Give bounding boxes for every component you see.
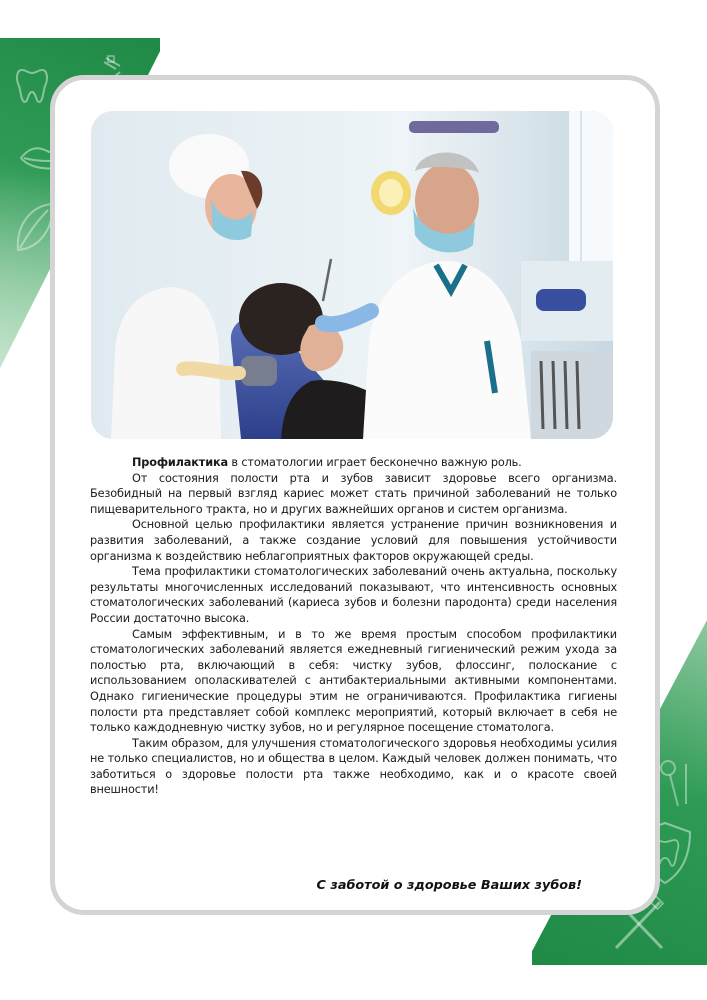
article-paragraph-4: Тема профилактики стоматологических заболеваний очень актуальна, поскольку результаты многочисленных исследований показывают, что интенсивность основных стоматологических заболеваний (кариеса зубов и болезни пародонта) среди населения России достаточно высока.: [90, 565, 617, 625]
article-paragraph-6: Таким образом, для улучшения стоматологического здоровья необходимы усилия не только специалистов, но и общества в целом. Каждый человек должен понимать, что заботиться о здоровье полости рта также необходимо, как и о красоте своей внешности!: [90, 736, 617, 797]
article-paragraph-5: Самым эффективным, и в то же время простым способом профилактики стоматологических заболеваний является ежедневный гигиенический режим ухода за полостью рта, включающий в себя: чистку зубов, флоссинг, полоскание с использованием ополаскивателей с антибактериальными активными компонентами. Однако гигиенические процедуры этим не ограничиваются. Профилактика гигиены полости рта представляет собой комплекс мероприятий, который включает в себя не только каждодневную чистку зубов, но и регулярное посещение стоматолога.: [90, 627, 617, 735]
tooth-icon: [14, 66, 50, 106]
intro-keyword: Профилактика: [132, 456, 228, 469]
article-paragraph-3: Основной целью профилактики является устранение причин возникновения и развития заболеваний, а также создание условий для повышения устойчивости организма к воздействию неблагоприятных факторов окружающей среды.: [90, 518, 617, 563]
article-text: [90, 455, 617, 798]
article-paragraph-intro: [90, 455, 617, 471]
intro-sentence: в стоматологии играет бесконечно важную роль.: [231, 456, 522, 469]
closing-slogan: С заботой о здоровье Ваших зубов!: [316, 878, 582, 893]
dental-exam-photo: [91, 111, 613, 439]
dental-mirror-icon: [656, 758, 696, 810]
article-paragraph-2: От состояния полости рта и зубов зависит здоровье всего организма. Безобидный на первый взгляд кариес может стать причиной заболеваний не только пищеварительного тракта, но и других важнейших органов и систем организма.: [90, 471, 617, 516]
